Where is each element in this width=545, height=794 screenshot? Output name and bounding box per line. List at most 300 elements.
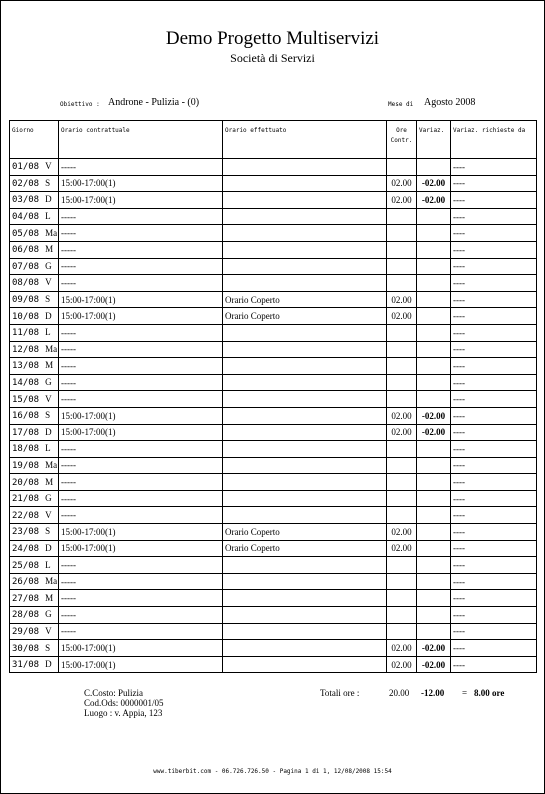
date-label: 19/08 (12, 460, 40, 471)
day-cell (10, 225, 59, 242)
requested-variation-cell: ---- (451, 441, 537, 458)
contract-hours-cell: 15:00-17:00(1) (59, 308, 223, 325)
contract-hours-cell: ----- (59, 159, 223, 176)
hours-cell: 02.00 (387, 308, 417, 325)
date-label: 30/08 (12, 643, 40, 654)
day-cell (10, 656, 59, 673)
requested-variation-cell: ---- (451, 391, 537, 408)
variation-cell (417, 308, 451, 325)
weekday-label: D (45, 659, 52, 670)
table-row (10, 192, 537, 209)
contract-hours-cell: ----- (59, 391, 223, 408)
weekday-label: L (45, 211, 51, 222)
date-label: 31/08 (12, 660, 40, 671)
net-hours: 8.00 ore (474, 688, 505, 698)
contract-hours-cell: ----- (59, 441, 223, 458)
day-cell (10, 275, 59, 292)
worked-hours-cell (223, 192, 387, 209)
variation-cell (417, 474, 451, 491)
date-label: 08/08 (12, 278, 40, 289)
worked-hours-cell (223, 341, 387, 358)
total-variation: -12.00 (421, 688, 445, 698)
table-row (10, 358, 537, 375)
hours-cell (387, 208, 417, 225)
contract-hours-cell: 15:00-17:00(1) (59, 424, 223, 441)
day-cell (10, 590, 59, 607)
requested-variation-cell: ---- (451, 490, 537, 507)
worked-hours-cell (223, 424, 387, 441)
table-row (10, 341, 537, 358)
day-cell (10, 208, 59, 225)
variation-cell (417, 208, 451, 225)
weekday-label: G (45, 260, 52, 271)
weekday-label: D (45, 194, 52, 205)
requested-variation-cell: ---- (451, 358, 537, 375)
requested-variation-cell: ---- (451, 607, 537, 624)
hours-cell (387, 391, 417, 408)
hours-cell (387, 507, 417, 524)
date-label: 07/08 (12, 261, 40, 272)
hours-cell (387, 573, 417, 590)
weekday-label: G (45, 609, 52, 620)
column-header-contract-hours-total: Ore Contr. (387, 121, 417, 159)
day-cell (10, 507, 59, 524)
requested-variation-cell: ---- (451, 341, 537, 358)
worked-hours-cell (223, 457, 387, 474)
variation-cell: -02.00 (417, 640, 451, 657)
contract-hours-cell: ----- (59, 474, 223, 491)
variation-cell (417, 524, 451, 541)
worked-hours-cell (223, 374, 387, 391)
contract-hours-cell: ----- (59, 258, 223, 275)
column-header-worked-hours: Orario effettuato (223, 121, 387, 159)
contract-hours-cell: ----- (59, 507, 223, 524)
variation-cell: -02.00 (417, 407, 451, 424)
table-row (10, 208, 537, 225)
weekday-label: Ma (45, 459, 58, 470)
day-cell (10, 175, 59, 192)
contract-hours-cell: 15:00-17:00(1) (59, 407, 223, 424)
day-cell (10, 391, 59, 408)
table-row (10, 391, 537, 408)
contract-hours-cell: ----- (59, 623, 223, 640)
hours-cell (387, 258, 417, 275)
contract-hours-cell: ----- (59, 457, 223, 474)
variation-cell (417, 490, 451, 507)
hours-cell (387, 457, 417, 474)
weekday-label: D (45, 310, 52, 321)
contract-hours-cell: 15:00-17:00(1) (59, 540, 223, 557)
date-label: 11/08 (12, 328, 40, 339)
variation-cell (417, 225, 451, 242)
day-cell (10, 407, 59, 424)
month-value: Agosto 2008 (424, 97, 476, 108)
day-cell (10, 291, 59, 308)
day-cell (10, 424, 59, 441)
table-row (10, 407, 537, 424)
worked-hours-cell (223, 391, 387, 408)
day-cell (10, 374, 59, 391)
date-label: 17/08 (12, 427, 40, 438)
contract-hours-cell: ----- (59, 324, 223, 341)
hours-cell (387, 374, 417, 391)
requested-variation-cell: ---- (451, 457, 537, 474)
worked-hours-cell (223, 557, 387, 574)
variation-cell: -02.00 (417, 192, 451, 209)
variation-cell (417, 374, 451, 391)
weekday-label: S (45, 526, 51, 537)
hours-cell (387, 474, 417, 491)
day-cell (10, 341, 59, 358)
date-label: 24/08 (12, 543, 40, 554)
worked-hours-cell: Orario Coperto (223, 291, 387, 308)
date-label: 16/08 (12, 411, 40, 422)
requested-variation-cell: ---- (451, 175, 537, 192)
hours-cell: 02.00 (387, 192, 417, 209)
weekday-label: L (45, 559, 51, 570)
worked-hours-cell (223, 358, 387, 375)
weekday-label: G (45, 493, 52, 504)
variation-cell (417, 291, 451, 308)
day-cell (10, 607, 59, 624)
hours-cell: 02.00 (387, 407, 417, 424)
table-row (10, 225, 537, 242)
contract-hours-cell: ----- (59, 490, 223, 507)
requested-variation-cell: ---- (451, 159, 537, 176)
contract-hours-cell: ----- (59, 225, 223, 242)
table-row (10, 374, 537, 391)
table-row (10, 474, 537, 491)
table-row (10, 457, 537, 474)
table-row (10, 524, 537, 541)
date-label: 27/08 (12, 593, 40, 604)
requested-variation-cell: ---- (451, 208, 537, 225)
requested-variation-cell: ---- (451, 258, 537, 275)
worked-hours-cell (223, 324, 387, 341)
date-label: 23/08 (12, 527, 40, 538)
table-row (10, 159, 537, 176)
table-row (10, 656, 537, 673)
date-label: 09/08 (12, 295, 40, 306)
hours-cell (387, 241, 417, 258)
worked-hours-cell (223, 407, 387, 424)
weekday-label: V (45, 625, 52, 636)
worked-hours-cell (223, 275, 387, 292)
column-header-variation: Variaz. (417, 121, 451, 159)
contract-hours-cell: ----- (59, 275, 223, 292)
date-label: 25/08 (12, 560, 40, 571)
day-cell (10, 192, 59, 209)
worked-hours-cell (223, 241, 387, 258)
worked-hours-cell: Orario Coperto (223, 308, 387, 325)
variation-cell (417, 540, 451, 557)
table-row (10, 291, 537, 308)
contract-hours-cell: ----- (59, 374, 223, 391)
variation-cell (417, 623, 451, 640)
hours-cell (387, 557, 417, 574)
worked-hours-cell (223, 656, 387, 673)
worked-hours-cell (223, 258, 387, 275)
objective-label: Obiettivo : (60, 101, 100, 108)
table-row (10, 275, 537, 292)
weekday-label: L (45, 327, 51, 338)
variation-cell (417, 573, 451, 590)
table-row (10, 573, 537, 590)
requested-variation-cell: ---- (451, 241, 537, 258)
worked-hours-cell (223, 590, 387, 607)
weekday-label: S (45, 642, 51, 653)
day-cell (10, 324, 59, 341)
contract-hours-cell: 15:00-17:00(1) (59, 640, 223, 657)
weekday-label: V (45, 161, 52, 172)
hours-cell (387, 623, 417, 640)
worked-hours-cell (223, 607, 387, 624)
date-label: 05/08 (12, 228, 40, 239)
variation-cell (417, 590, 451, 607)
table-row (10, 640, 537, 657)
worked-hours-cell (223, 573, 387, 590)
hours-cell (387, 590, 417, 607)
weekday-label: S (45, 410, 51, 421)
day-cell (10, 540, 59, 557)
requested-variation-cell: ---- (451, 374, 537, 391)
hours-cell (387, 341, 417, 358)
weekday-label: S (45, 294, 51, 305)
contract-hours-cell: ----- (59, 341, 223, 358)
worked-hours-cell (223, 175, 387, 192)
worked-hours-cell: Orario Coperto (223, 524, 387, 541)
variation-cell (417, 258, 451, 275)
requested-variation-cell: ---- (451, 524, 537, 541)
day-cell (10, 241, 59, 258)
requested-variation-cell: ---- (451, 424, 537, 441)
weekday-label: Ma (45, 343, 58, 354)
page-footer: www.tiberbit.com - 06.726.726.50 - Pagina 1 di 1, 12/08/2008 15:54 (153, 768, 392, 775)
variation-cell (417, 324, 451, 341)
weekday-label: M (45, 592, 54, 603)
weekday-label: L (45, 443, 51, 454)
column-header-requested-variation: Variaz. richieste da (451, 121, 537, 159)
date-label: 20/08 (12, 477, 40, 488)
variation-cell (417, 391, 451, 408)
hours-cell (387, 275, 417, 292)
day-cell (10, 358, 59, 375)
worked-hours-cell (223, 640, 387, 657)
requested-variation-cell: ---- (451, 557, 537, 574)
requested-variation-cell: ---- (451, 640, 537, 657)
weekday-label: D (45, 426, 52, 437)
table-row (10, 623, 537, 640)
table-row (10, 540, 537, 557)
day-cell (10, 524, 59, 541)
variation-cell (417, 159, 451, 176)
hours-cell: 02.00 (387, 524, 417, 541)
variation-cell (417, 441, 451, 458)
requested-variation-cell: ---- (451, 540, 537, 557)
contract-hours-cell: ----- (59, 573, 223, 590)
variation-cell (417, 557, 451, 574)
weekday-label: Ma (45, 227, 58, 238)
weekday-label: V (45, 509, 52, 520)
requested-variation-cell: ---- (451, 573, 537, 590)
total-hours: 20.00 (389, 688, 410, 698)
column-header-day: Giorno (10, 121, 59, 159)
requested-variation-cell: ---- (451, 291, 537, 308)
requested-variation-cell: ---- (451, 656, 537, 673)
contract-hours-cell: ----- (59, 607, 223, 624)
table-row (10, 324, 537, 341)
day-cell (10, 474, 59, 491)
requested-variation-cell: ---- (451, 324, 537, 341)
contract-hours-cell: 15:00-17:00(1) (59, 291, 223, 308)
day-cell (10, 258, 59, 275)
weekday-label: M (45, 360, 54, 371)
totals-equals: = (462, 688, 468, 698)
weekday-label: Ma (45, 576, 58, 587)
contract-hours-cell: ----- (59, 208, 223, 225)
day-cell (10, 623, 59, 640)
requested-variation-cell: ---- (451, 474, 537, 491)
weekday-label: M (45, 476, 54, 487)
requested-variation-cell: ---- (451, 507, 537, 524)
table-row (10, 557, 537, 574)
table-row (10, 590, 537, 607)
month-label: Mese di (388, 101, 414, 108)
date-label: 26/08 (12, 577, 40, 588)
contract-hours-cell: 15:00-17:00(1) (59, 175, 223, 192)
variation-cell (417, 358, 451, 375)
hours-cell: 02.00 (387, 640, 417, 657)
date-label: 22/08 (12, 510, 40, 521)
report-title: Demo Progetto Multiservizi (165, 28, 380, 49)
requested-variation-cell: ---- (451, 308, 537, 325)
place: Luogo : v. Appia, 123 (84, 708, 163, 718)
date-label: 12/08 (12, 344, 40, 355)
table-row (10, 441, 537, 458)
day-cell (10, 557, 59, 574)
variation-cell (417, 241, 451, 258)
day-cell (10, 159, 59, 176)
variation-cell: -02.00 (417, 175, 451, 192)
day-cell (10, 457, 59, 474)
worked-hours-cell (223, 208, 387, 225)
day-cell (10, 490, 59, 507)
weekday-label: G (45, 377, 52, 388)
table-row (10, 258, 537, 275)
day-cell (10, 573, 59, 590)
worked-hours-cell (223, 507, 387, 524)
objective-value: Androne - Pulizia - (0) (108, 97, 200, 108)
date-label: 06/08 (12, 245, 40, 256)
contract-hours-cell: 15:00-17:00(1) (59, 192, 223, 209)
hours-cell (387, 490, 417, 507)
worked-hours-cell (223, 490, 387, 507)
date-label: 13/08 (12, 361, 40, 372)
hours-cell: 02.00 (387, 291, 417, 308)
variation-cell (417, 507, 451, 524)
hours-cell (387, 607, 417, 624)
date-label: 10/08 (12, 311, 40, 322)
contract-hours-cell: ----- (59, 557, 223, 574)
contract-hours-cell: ----- (59, 590, 223, 607)
day-cell (10, 640, 59, 657)
hours-cell: 02.00 (387, 540, 417, 557)
day-cell (10, 308, 59, 325)
hours-cell: 02.00 (387, 424, 417, 441)
column-header-contract-hours: Orario contrattuale (59, 121, 223, 159)
worked-hours-cell (223, 441, 387, 458)
requested-variation-cell: ---- (451, 192, 537, 209)
date-label: 14/08 (12, 378, 40, 389)
weekday-label: V (45, 393, 52, 404)
variation-cell (417, 607, 451, 624)
requested-variation-cell: ---- (451, 407, 537, 424)
date-label: 01/08 (12, 162, 40, 173)
date-label: 28/08 (12, 610, 40, 621)
variation-cell: -02.00 (417, 656, 451, 673)
requested-variation-cell: ---- (451, 275, 537, 292)
hours-cell (387, 441, 417, 458)
day-cell (10, 441, 59, 458)
hours-cell: 02.00 (387, 175, 417, 192)
weekday-label: V (45, 277, 52, 288)
weekday-label: D (45, 542, 52, 553)
date-label: 04/08 (12, 212, 40, 223)
hours-cell (387, 324, 417, 341)
requested-variation-cell: ---- (451, 623, 537, 640)
weekday-label: S (45, 177, 51, 188)
contract-hours-cell: ----- (59, 241, 223, 258)
date-label: 15/08 (12, 394, 40, 405)
requested-variation-cell: ---- (451, 590, 537, 607)
worked-hours-cell (223, 623, 387, 640)
worked-hours-cell (223, 225, 387, 242)
table-row (10, 241, 537, 258)
date-label: 18/08 (12, 444, 40, 455)
worked-hours-cell: Orario Coperto (223, 540, 387, 557)
contract-hours-cell: 15:00-17:00(1) (59, 524, 223, 541)
variation-cell (417, 341, 451, 358)
hours-cell (387, 225, 417, 242)
date-label: 02/08 (12, 178, 40, 189)
table-row (10, 424, 537, 441)
variation-cell: -02.00 (417, 424, 451, 441)
date-label: 21/08 (12, 494, 40, 505)
totals-label: Totali ore : (320, 688, 360, 698)
table-row (10, 507, 537, 524)
table-row (10, 490, 537, 507)
hours-cell (387, 159, 417, 176)
variation-cell (417, 457, 451, 474)
date-label: 03/08 (12, 195, 40, 206)
hours-cell: 02.00 (387, 656, 417, 673)
date-label: 29/08 (12, 626, 40, 637)
table-header-row (10, 121, 537, 159)
contract-hours-cell: 15:00-17:00(1) (59, 656, 223, 673)
cod-ods: Cod.Ods: 0000001/05 (84, 698, 164, 708)
worked-hours-cell (223, 159, 387, 176)
cost-center: C.Costo: Pulizia (84, 688, 144, 698)
table-row (10, 607, 537, 624)
worked-hours-cell (223, 474, 387, 491)
variation-cell (417, 275, 451, 292)
weekday-label: M (45, 244, 54, 255)
table-row (10, 308, 537, 325)
table-row (10, 175, 537, 192)
requested-variation-cell: ---- (451, 225, 537, 242)
contract-hours-cell: ----- (59, 358, 223, 375)
hours-cell (387, 358, 417, 375)
